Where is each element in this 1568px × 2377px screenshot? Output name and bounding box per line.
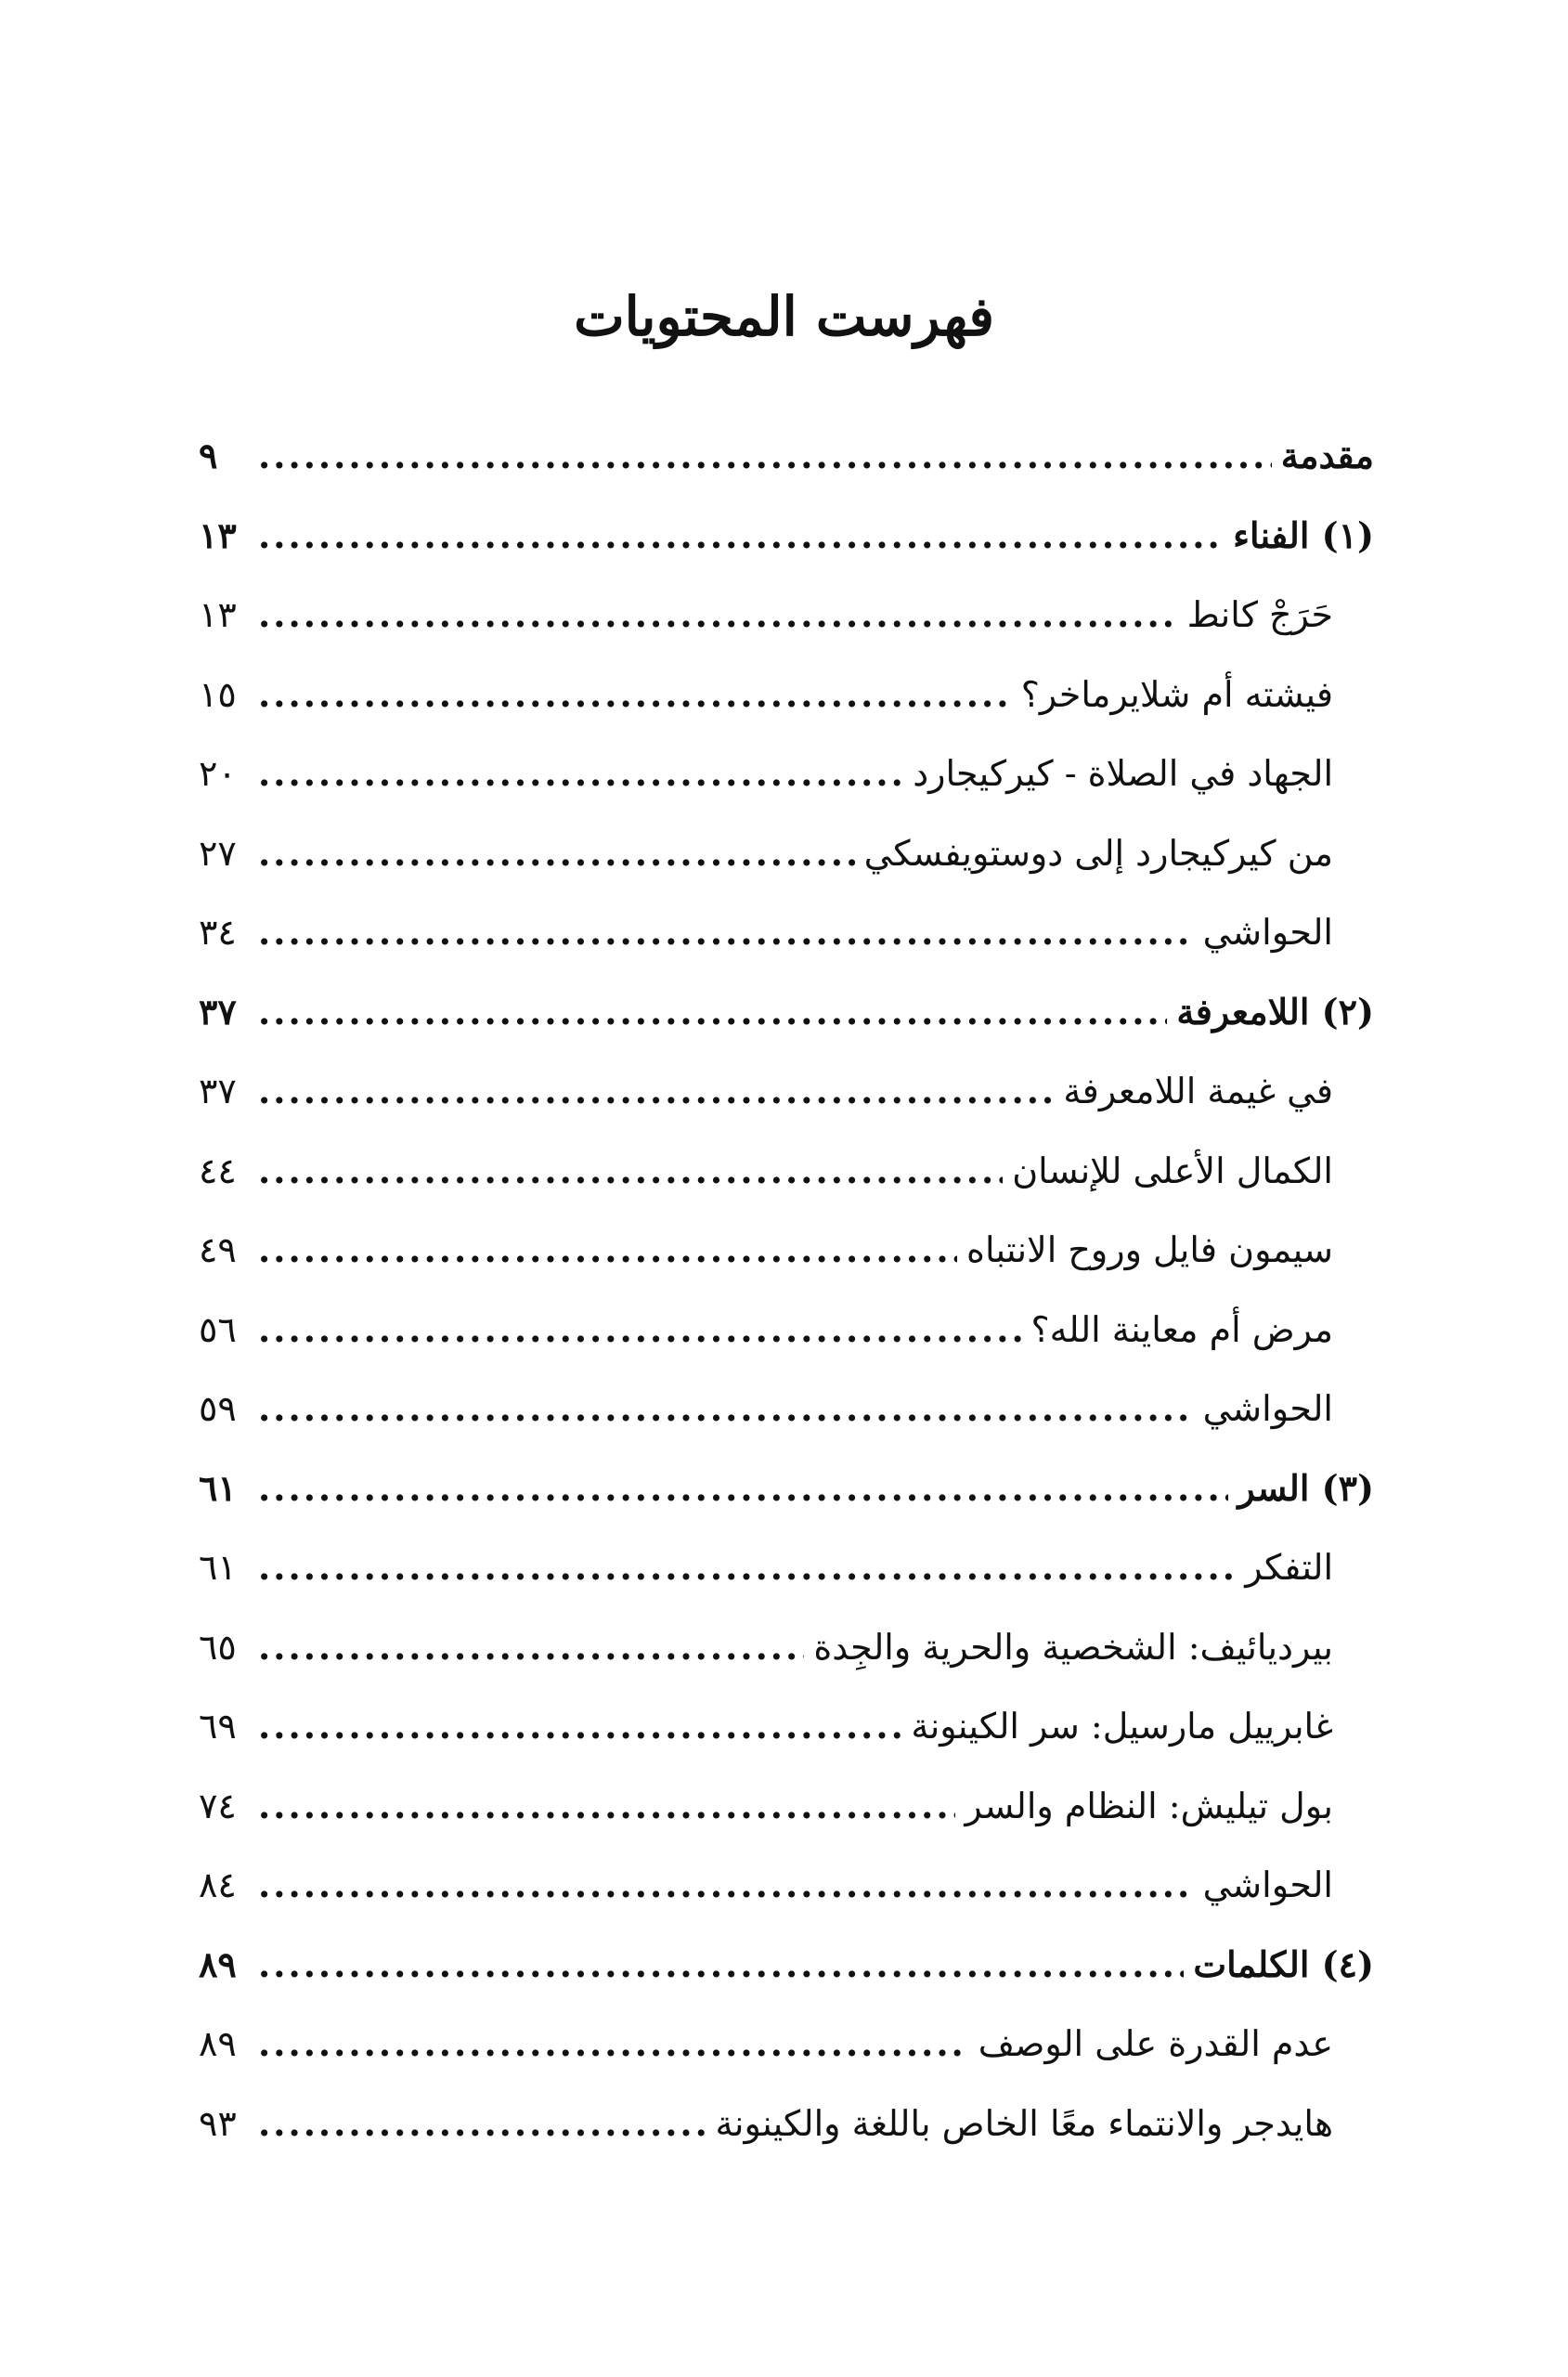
dot-leader (258, 416, 1272, 496)
toc-entry-page-number: ٣٤ (199, 912, 237, 953)
dot-leader (258, 2004, 969, 2084)
toc-section-entry (199, 1527, 1374, 1607)
dot-leader (258, 1051, 1054, 1131)
toc-entry-label: (٣) السر (1238, 1466, 1374, 1509)
toc-section-entry (199, 1210, 1374, 1290)
toc-section-entry (199, 1290, 1374, 1370)
toc-section-entry (199, 1369, 1374, 1448)
dot-leader (258, 892, 1194, 972)
dot-leader (258, 1925, 1184, 2005)
toc-section-entry (199, 1051, 1374, 1131)
toc-section-entry (199, 575, 1374, 655)
toc-section-entry (199, 655, 1374, 734)
dot-leader (258, 1369, 1194, 1448)
toc-chapter-entry (199, 416, 1374, 496)
toc-entry-label: بول تيليش: النظام والسر (965, 1785, 1333, 1826)
toc-entry-label: (١) الفناء (1233, 513, 1374, 556)
toc-section-entry (199, 892, 1374, 972)
toc-entry-label: (٢) اللامعرفة (1176, 990, 1374, 1033)
toc-entry-page-number: ٥٦ (199, 1308, 237, 1350)
toc-entry-label: مقدمة (1280, 435, 1374, 476)
toc-entry-label: من كيركيجارد إلى دوستويفسكي (863, 832, 1333, 874)
toc-entry-label: مرض أم معاينة الله؟ (1030, 1308, 1333, 1350)
toc-entry-label: الحواشي (1202, 1388, 1333, 1429)
toc-entry-label: الحواشي (1202, 1864, 1333, 1905)
toc-entry-page-number: ٧٤ (199, 1785, 237, 1826)
toc-chapter-entry (199, 972, 1374, 1052)
toc-entry-page-number: ٦١ (199, 1466, 237, 1509)
toc-entry-page-number: ٨٩ (199, 1942, 237, 1985)
dot-leader (258, 1845, 1194, 1925)
toc-entry-page-number: ٣٧ (199, 1071, 237, 1111)
toc-entry-page-number: ٢٠ (199, 753, 237, 794)
toc-entry-page-number: ٦١ (199, 1547, 237, 1588)
toc-entry-label: حَرَجْ كانط (1186, 594, 1333, 635)
toc-section-entry (199, 1766, 1374, 1846)
dot-leader (258, 1766, 955, 1846)
toc-entry-label: عدم القدرة على الوصف (978, 2023, 1333, 2064)
toc-section-entry (199, 1686, 1374, 1766)
dot-leader (258, 972, 1167, 1052)
toc-entry-label: هايدجر والانتماء معًا الخاص باللغة والكينونة (715, 2102, 1333, 2144)
toc-entry-label: الكمال الأعلى للإنسان (1012, 1150, 1333, 1191)
toc-entry-page-number: ٣٧ (199, 990, 237, 1033)
toc-entry-page-number: ١٥ (199, 673, 237, 715)
toc-entry-label: الجهاد في الصلاة - كيركيجارد (913, 753, 1333, 794)
dot-leader (258, 575, 1178, 655)
dot-leader (258, 496, 1224, 576)
toc-section-entry (199, 1131, 1374, 1211)
toc-entry-page-number: ٩٣ (199, 2102, 237, 2144)
toc-entry-page-number: ٨٩ (199, 2023, 237, 2064)
toc-section-entry (199, 734, 1374, 813)
dot-leader (258, 2084, 706, 2163)
toc-entry-label: التفكر (1245, 1547, 1333, 1588)
toc-section-entry (199, 2004, 1374, 2084)
toc-section-entry (199, 1845, 1374, 1925)
toc-chapter-entry (199, 1925, 1374, 2005)
dot-leader (258, 1686, 901, 1766)
dot-leader (258, 1448, 1228, 1528)
toc-entry-page-number: ٤٤ (199, 1150, 237, 1191)
toc-entry-page-number: ٩ (199, 435, 218, 476)
toc-entry-label: (٤) الكلمات (1193, 1942, 1374, 1985)
toc-entry-label: غابرييل مارسيل: سر الكينونة (911, 1706, 1333, 1747)
toc-entry-page-number: ٨٤ (199, 1864, 237, 1905)
toc-section-entry (199, 813, 1374, 893)
dot-leader (258, 1607, 804, 1687)
dot-leader (258, 655, 1012, 734)
dot-leader (258, 813, 855, 893)
toc-entry-page-number: ٤٩ (199, 1229, 237, 1270)
toc-entry-label: في غيمة اللامعرفة (1063, 1071, 1333, 1111)
toc-entry-label: بيرديائيف: الشخصية والحرية والجِدة (813, 1626, 1333, 1668)
toc-entry-page-number: ١٣ (199, 594, 237, 635)
dot-leader (258, 734, 903, 813)
dot-leader (258, 1527, 1236, 1607)
toc-entry-label: سيمون فايل وروح الانتباه (966, 1229, 1333, 1270)
toc-entry-page-number: ١٣ (199, 513, 237, 556)
toc-entry-page-number: ٥٩ (199, 1388, 237, 1429)
toc-section-entry (199, 2084, 1374, 2163)
dot-leader (258, 1210, 957, 1290)
toc-entry-page-number: ٢٧ (199, 832, 237, 874)
page-title: فهرست المحتويات (574, 284, 994, 348)
toc-chapter-entry (199, 496, 1374, 576)
dot-leader (258, 1131, 1003, 1211)
table-of-contents (199, 416, 1374, 2163)
toc-entry-page-number: ٦٥ (199, 1626, 237, 1668)
toc-chapter-entry (199, 1448, 1374, 1528)
toc-entry-label: الحواشي (1202, 912, 1333, 953)
dot-leader (258, 1290, 1021, 1370)
toc-entry-page-number: ٦٩ (199, 1706, 237, 1747)
toc-section-entry (199, 1607, 1374, 1687)
toc-entry-label: فيشته أم شلايرماخر؟ (1020, 673, 1333, 715)
